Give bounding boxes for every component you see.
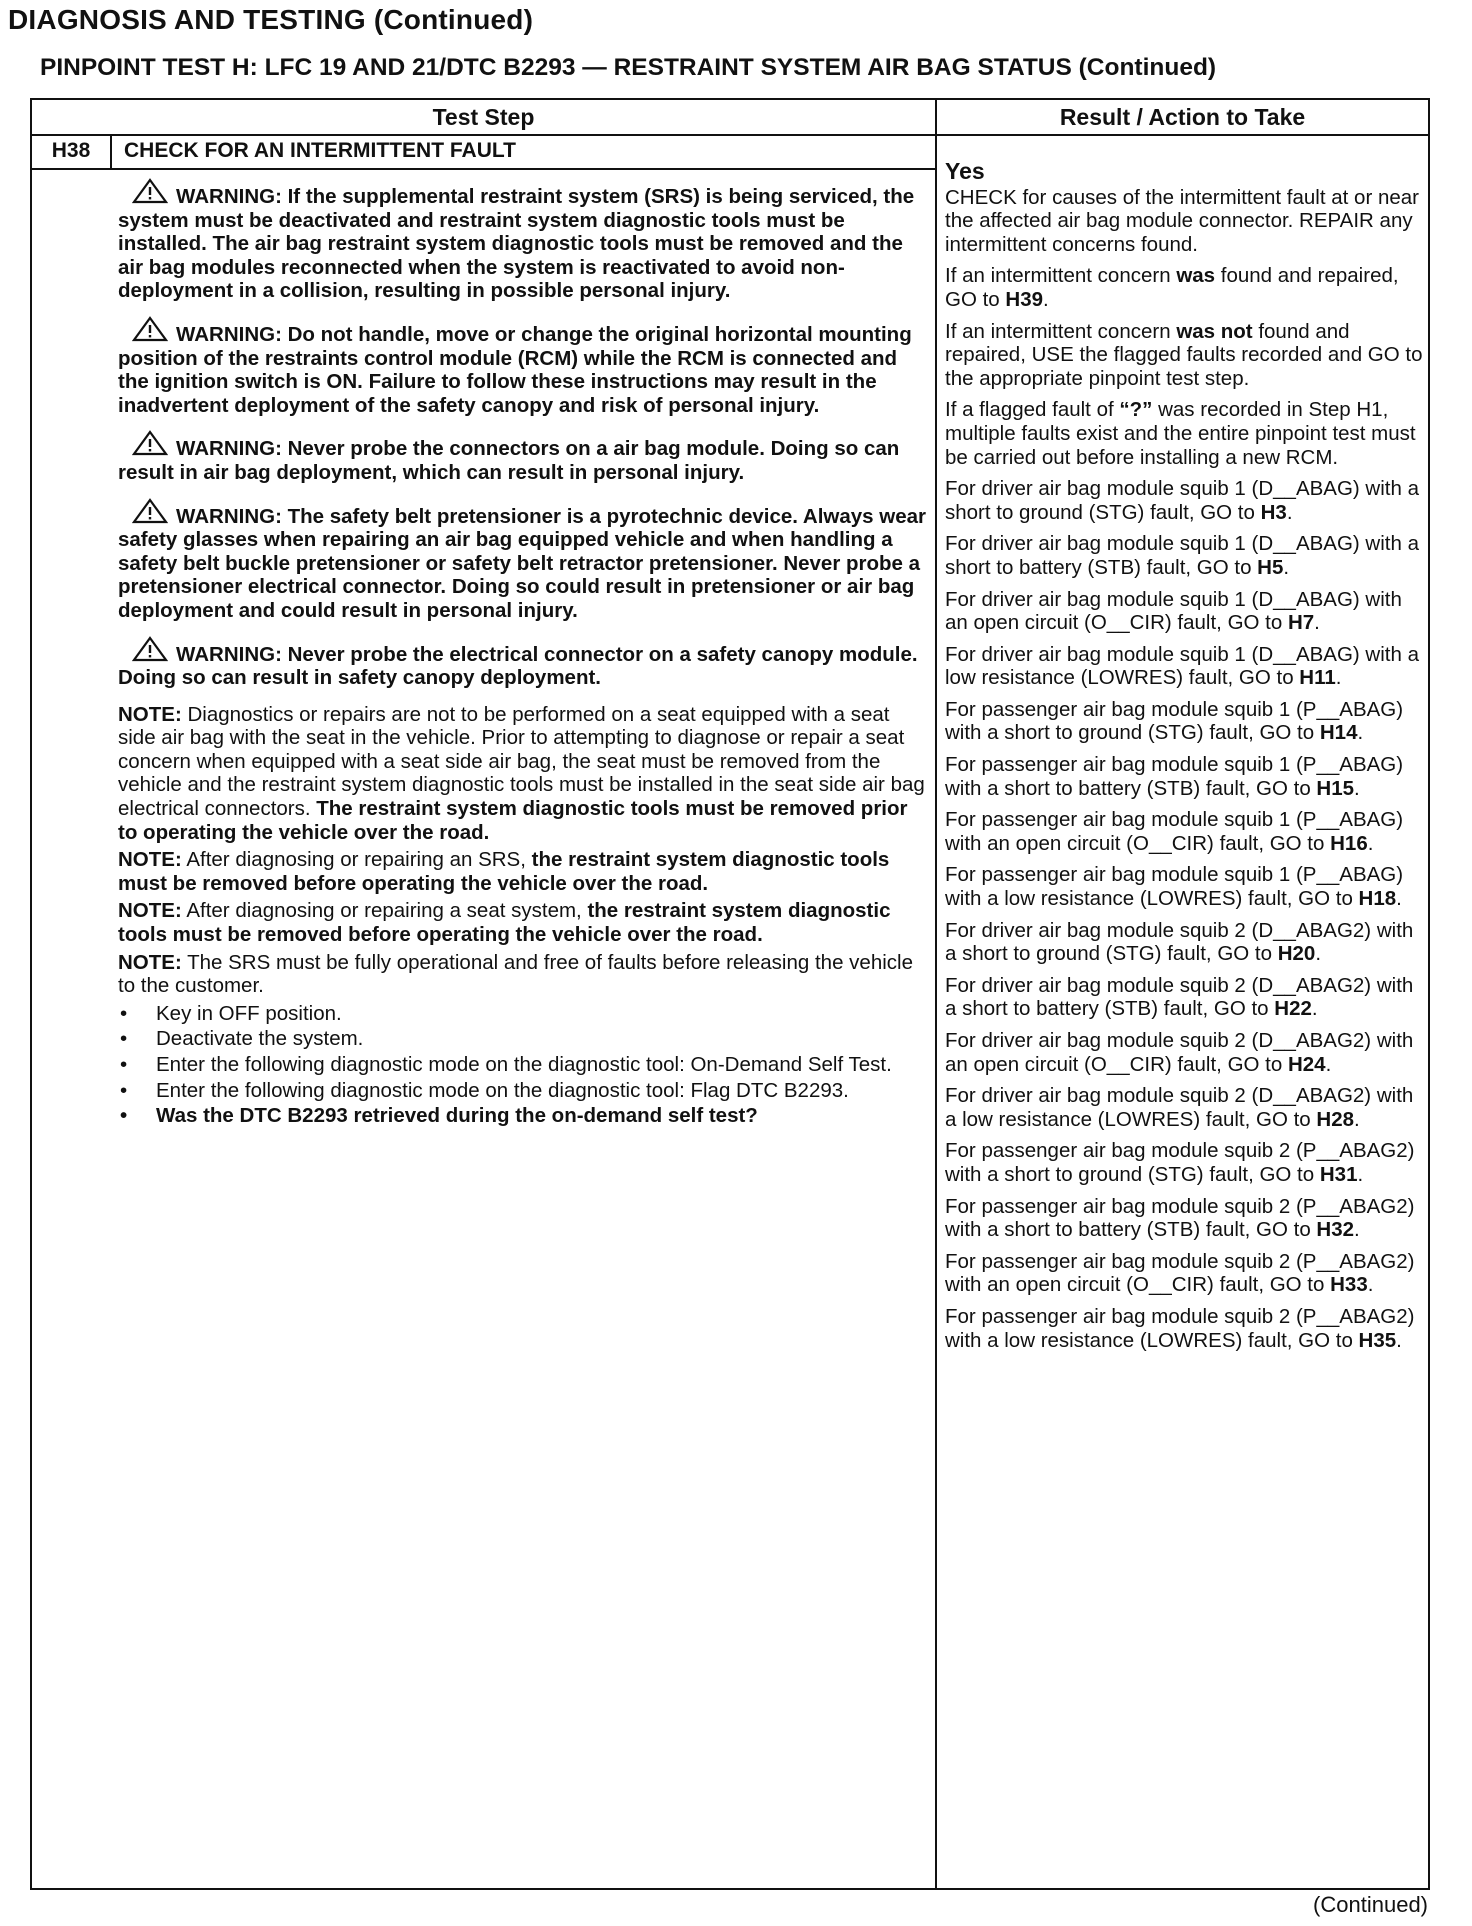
test-step-content — [118, 178, 930, 1130]
step-reference: H22 — [1274, 997, 1312, 1021]
action-paragraph: For driver air bag module squib 2 (D__ABAG2) with a short to battery (STB) fault, GO to H22. — [945, 973, 1414, 1021]
procedure-step: • Deactivate the system. — [118, 1027, 930, 1051]
step-reference: H7 — [1287, 611, 1315, 635]
action-paragraph: For driver air bag module squib 1 (D__ABAG) with a low resistance (LOWRES) fault, GO to H11. — [945, 642, 1419, 690]
result-action-content — [945, 160, 1427, 1360]
action-paragraph: For passenger air bag module squib 2 (P__ABAG2) with a low resistance (LOWRES) fault, GO to H35. — [945, 1304, 1415, 1352]
warning-icon-indent — [118, 505, 176, 528]
step-reference: H14 — [1319, 721, 1358, 745]
warning-icon-indent — [118, 437, 176, 460]
action-paragraph: For passenger air bag module squib 1 (P__ABAG) with a short to ground (STG) fault, GO to H14. — [945, 697, 1404, 745]
procedure-bullets — [118, 1002, 930, 1128]
action-emphasis: was — [1176, 264, 1216, 288]
notes-list — [118, 703, 930, 998]
warning-icon-indent — [118, 643, 176, 666]
warning-triangle-icon — [132, 430, 168, 456]
warning-block — [118, 498, 930, 623]
warning-icon-indent — [118, 185, 176, 208]
step-reference: H5 — [1257, 555, 1284, 579]
note-paragraph: NOTE: The SRS must be fully operational and free of faults before releasing the vehicle to the customer. — [118, 950, 913, 998]
action-paragraph: For driver air bag module squib 2 (D__ABAG2) with a short to ground (STG) fault, GO to H20. — [945, 918, 1414, 966]
action-paragraph: If a flagged fault of “?” was recorded in Step H1, multiple faults exist and the entire pinpoint test must be carried out before installing a new RCM. — [945, 398, 1416, 469]
action-paragraph: For passenger air bag module squib 2 (P__ABAG2) with a short to ground (STG) fault, GO to H31. — [945, 1139, 1415, 1186]
action-paragraph: For driver air bag module squib 2 (D__ABAG2) with a low resistance (LOWRES) fault, GO to H28. — [945, 1084, 1414, 1131]
note-label: NOTE: — [118, 702, 182, 726]
warning-text: WARNING: If the supplemental restraint system (SRS) is being serviced, the system must be deactivated and restraint system diagnostic tools must be installed. The air bag restraint system diagnostic tools must be removed and the air bag modules reconnected when the system is reactivated to avoid non-deployment in a collision, resulting in possible personal injury. — [118, 185, 915, 303]
note-paragraph: NOTE: After diagnosing or repairing an SRS, the restraint system diagnostic tools must be removed before operating the vehicle over the road. — [118, 848, 890, 895]
step-id: H38 — [32, 134, 112, 168]
note-label: NOTE: — [118, 899, 182, 923]
procedure-step: • Was the DTC B2293 retrieved during the on-demand self test? — [118, 1104, 930, 1128]
action-paragraph: For passenger air bag module squib 1 (P__ABAG) with an open circuit (O__CIR) fault, GO to H16. — [945, 808, 1404, 855]
action-paragraph: For passenger air bag module squib 1 (P__ABAG) with a low resistance (LOWRES) fault, GO to H18. — [945, 863, 1404, 911]
step-reference: H24 — [1287, 1052, 1326, 1076]
procedure-step: • Key in OFF position. — [118, 1002, 930, 1026]
action-paragraph: For driver air bag module squib 1 (D__ABAG) with a short to ground (STG) fault, GO to H3. — [945, 477, 1419, 524]
step-reference: H32 — [1316, 1218, 1355, 1242]
yes-label: Yes — [945, 158, 985, 184]
procedure-step: • Enter the following diagnostic mode on the diagnostic tool: Flag DTC B2293. — [118, 1079, 930, 1103]
step-reference: H3 — [1260, 500, 1287, 524]
action-paragraph: For driver air bag module squib 1 (D__ABAG) with an open circuit (O__CIR) fault, GO to H7. — [945, 587, 1402, 635]
step-reference: H15 — [1316, 776, 1355, 800]
warning-triangle-icon — [132, 178, 168, 204]
step-title: CHECK FOR AN INTERMITTENT FAULT — [124, 139, 516, 162]
action-emphasis: was not — [1176, 319, 1253, 343]
action-paragraph: If an intermittent concern was found and repaired, GO to H39. — [945, 264, 1399, 311]
warning-text: WARNING: Never probe the connectors on a air bag module. Doing so can result in air bag deployment, which can result in personal injury. — [118, 437, 900, 484]
pinpoint-test-title: PINPOINT TEST H: LFC 19 AND 21/DTC B2293 — RESTRAINT SYSTEM AIR BAG STATUS (Continued) — [40, 54, 1217, 81]
warning-icon-indent — [118, 323, 176, 346]
warning-text: WARNING: Never probe the electrical connector on a safety canopy module. Doing so can result in safety canopy deployment. — [118, 642, 918, 690]
step-reference: H39 — [1005, 287, 1043, 311]
note-label: NOTE: — [118, 848, 182, 872]
step-reference: H33 — [1330, 1273, 1368, 1297]
warning-triangle-icon — [132, 498, 168, 524]
step-reference: H35 — [1358, 1328, 1397, 1352]
warning-block — [118, 636, 930, 690]
warning-text: WARNING: Do not handle, move or change the original horizontal mounting position of the restraints control module (RCM) while the RCM is connected and the ignition switch is ON. Failure to follow these instructions may result in the inadvertent deployment of the safety canopy and risk of personal injury. — [118, 322, 912, 417]
action-emphasis: “?” — [1119, 398, 1153, 422]
action-paragraph: For driver air bag module squib 2 (D__ABAG2) with an open circuit (O__CIR) fault, GO to H24. — [945, 1029, 1414, 1076]
warning-text: WARNING: The safety belt pretensioner is a pyrotechnic device. Always wear safety glasses when repairing an air bag equipped vehicle and when handling a safety belt buckle pretensioner or safety belt retractor pretensioner. Never probe a pretensioner electrical connector. Doing so could result in pretensioner or air bag deployment and could result in personal injury. — [118, 504, 927, 622]
note-paragraph: NOTE: After diagnosing or repairing a seat system, the restraint system diagnostic tools must be removed before operating the vehicle over the road. — [118, 899, 891, 947]
action-paragraph: For driver air bag module squib 1 (D__ABAG) with a short to battery (STB) fault, GO to H5. — [945, 532, 1419, 579]
column-divider — [935, 100, 937, 1888]
action-paragraph: For passenger air bag module squib 2 (P__ABAG2) with an open circuit (O__CIR) fault, GO to H33. — [945, 1249, 1415, 1297]
column-header-result: Result / Action to Take — [1059, 104, 1306, 130]
note-emphasis: The restraint system diagnostic tools must be removed prior to operating the vehicle over the road. — [118, 797, 908, 844]
step-reference: H16 — [1330, 831, 1368, 855]
note-label: NOTE: — [118, 950, 182, 974]
actions-list — [945, 186, 1427, 1353]
step-reference: H31 — [1319, 1162, 1358, 1186]
action-paragraph: For passenger air bag module squib 2 (P__ABAG2) with a short to battery (STB) fault, GO to H32. — [945, 1194, 1415, 1242]
warning-block — [118, 316, 930, 417]
table-header-row — [32, 100, 1428, 136]
note-emphasis: the restraint system diagnostic tools must be removed before operating the vehicle over the road. — [118, 848, 890, 895]
step-reference: H11 — [1299, 666, 1336, 690]
warning-block — [118, 430, 930, 484]
step-reference: H18 — [1358, 887, 1397, 911]
action-paragraph: CHECK for causes of the intermittent fault at or near the affected air bag module connector. REPAIR any intermittent concerns found. — [945, 185, 1419, 256]
action-paragraph: If an intermittent concern was not found and repaired, USE the flagged faults recorded and GO to the appropriate pinpoint test step. — [945, 319, 1423, 390]
procedure-step: • Enter the following diagnostic mode on the diagnostic tool: On-Demand Self Test. — [118, 1053, 930, 1077]
pinpoint-test-table — [30, 98, 1430, 1890]
action-paragraph: For passenger air bag module squib 1 (P__ABAG) with a short to battery (STB) fault, GO to H15. — [945, 753, 1404, 800]
step-reference: H20 — [1277, 942, 1316, 966]
section-title: DIAGNOSIS AND TESTING (Continued) — [8, 4, 534, 35]
continued-footer: (Continued) — [1313, 1892, 1428, 1917]
warnings-list — [118, 178, 930, 690]
step-reference: H28 — [1316, 1107, 1355, 1131]
note-paragraph: NOTE: Diagnostics or repairs are not to be performed on a seat equipped with a seat side air bag with the seat in the vehicle. Prior to attempting to diagnose or repair a seat concern when equipped with a seat side air bag, the seat must be removed from the vehicle and the restraint system diagnostic tools must be installed in the seat side air bag electrical connectors. The restraint system diagnostic tools must be removed prior to operating the vehicle over the road. — [118, 702, 925, 844]
warning-block — [118, 178, 930, 303]
warning-triangle-icon — [132, 316, 168, 342]
column-header-test-step: Test Step — [432, 104, 535, 130]
warning-triangle-icon — [132, 636, 168, 662]
note-emphasis: the restraint system diagnostic tools must be removed before operating the vehicle over the road. — [118, 899, 891, 947]
step-title-row — [32, 134, 935, 170]
